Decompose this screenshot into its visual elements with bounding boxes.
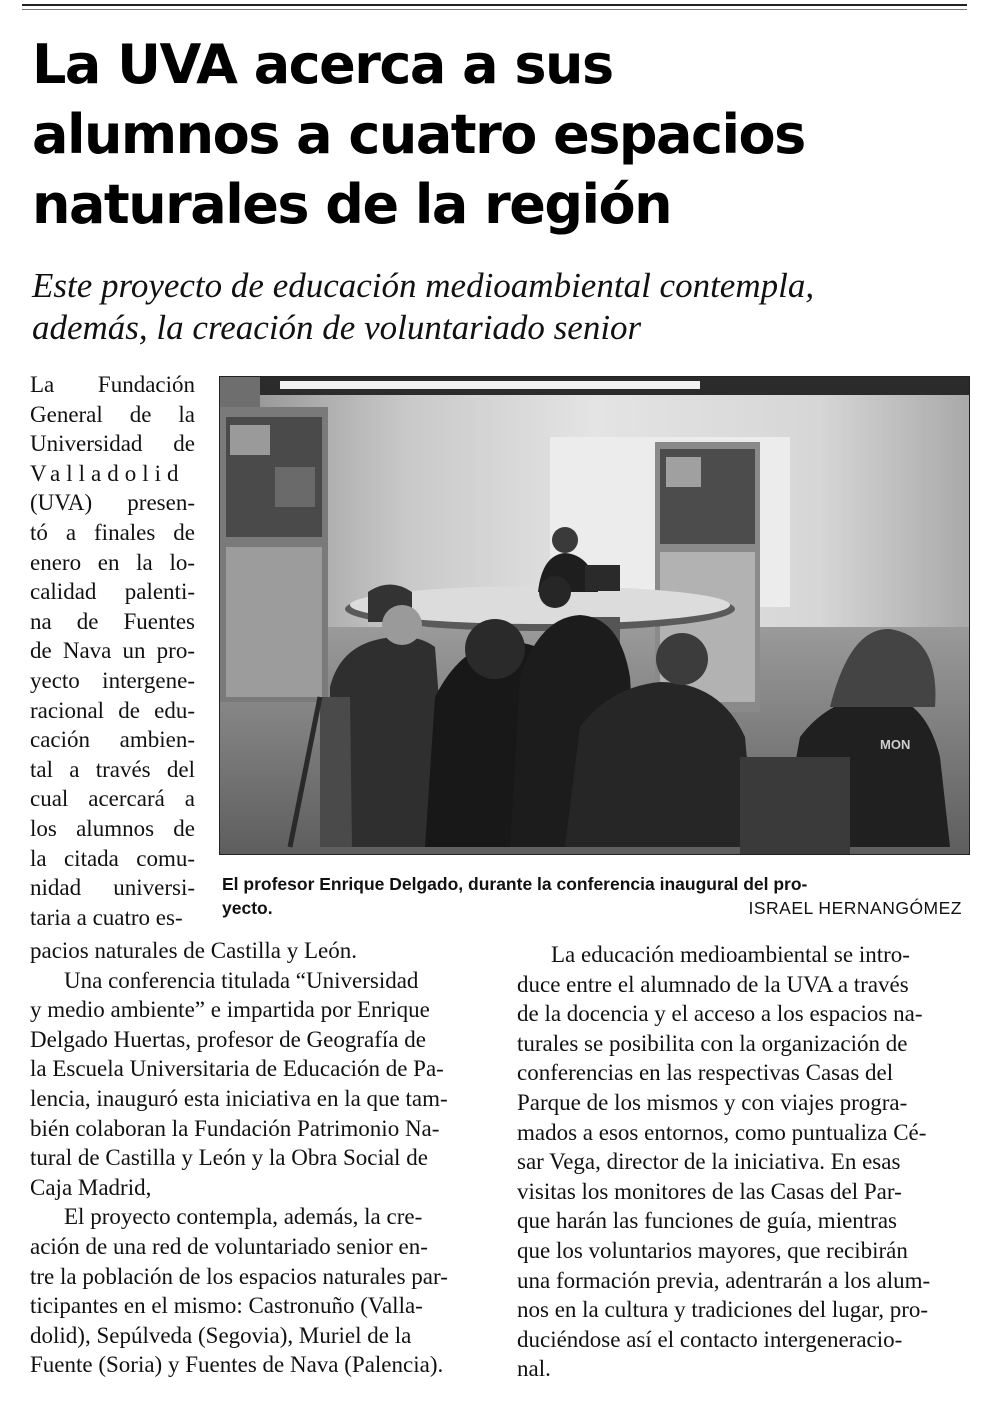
text-line: El proyecto contempla, además, la cre- xyxy=(64,1204,423,1230)
text-line: Universidad de xyxy=(30,431,195,457)
headline-line: La UVA acerca a sus xyxy=(32,33,613,96)
headline-line: alumnos a cuatro espacios xyxy=(32,103,805,166)
text-line: turales se posibilita con la organización de xyxy=(517,1030,908,1056)
text-line: General de la xyxy=(30,401,195,427)
text-line: tó a finales de xyxy=(30,519,195,545)
text-line: que los voluntarios mayores, que recibirán xyxy=(517,1237,908,1263)
text-line: la citada comu- xyxy=(30,845,195,871)
text-line: dolid), Sepúlveda (Segovia), Muriel de la xyxy=(30,1322,412,1348)
text-line: mados a esos entornos, como puntualiza Cé- xyxy=(517,1119,927,1145)
text-line: una formación previa, adentrarán a los alum- xyxy=(517,1267,931,1293)
text-line: ación de una red de voluntariado senior en- xyxy=(30,1233,428,1259)
text-line: y medio ambiente” e impartida por Enrique xyxy=(30,997,430,1023)
caption-line: yecto. xyxy=(222,898,273,918)
headline xyxy=(32,30,932,240)
text-line: pacios naturales de Castilla y León. xyxy=(30,938,358,963)
text-line: nidad universi- xyxy=(30,875,195,901)
text-line: La Fundación xyxy=(30,372,195,397)
headline-line: naturales de la región xyxy=(32,173,672,236)
text-line: Caja Madrid, xyxy=(30,1174,152,1200)
text-line: tre la población de los espacios naturales par- xyxy=(30,1263,448,1289)
text-line: que harán las funciones de guía, mientras xyxy=(517,1208,898,1234)
text-line: Valladolid xyxy=(30,460,185,486)
text-line: Delgado Huertas, profesor de Geografía de xyxy=(30,1026,426,1052)
text-line: duciéndose así el contacto intergeneracio- xyxy=(517,1326,903,1352)
photo-credit: ISRAEL HERNANGÓMEZ xyxy=(748,898,962,918)
text-line: yecto intergene- xyxy=(30,667,195,693)
text-line: tal a través del xyxy=(30,756,195,782)
text-line: nal. xyxy=(517,1356,551,1382)
top-rule-secondary xyxy=(22,9,967,10)
subheadline-line: Este proyecto de educación medioambiental contempla, xyxy=(32,266,815,305)
text-line: de Nava un pro- xyxy=(30,638,195,664)
text-line: la Escuela Universitaria de Educación de Pa- xyxy=(30,1056,444,1082)
text-line: nos en la cultura y tradiciones del lugar, pro- xyxy=(517,1297,929,1323)
text-line: Una conferencia titulada “Universidad xyxy=(64,967,419,993)
subheadline-line: además, la creación de voluntariado senior xyxy=(32,308,642,347)
conference-photo xyxy=(219,376,970,855)
text-line: visitas los monitores de las Casas del Par- xyxy=(517,1178,902,1204)
text-line: taria a cuatro es- xyxy=(30,904,183,930)
caption-line: El profesor Enrique Delgado, durante la conferencia inaugural del pro- xyxy=(222,874,808,894)
text-line: duce entre el alumnado de la UVA a través xyxy=(517,971,909,997)
text-line: lencia, inauguró esta iniciativa en la que tam- xyxy=(30,1085,448,1111)
text-line: calidad palenti- xyxy=(30,579,195,605)
text-line: cación ambien- xyxy=(30,727,195,753)
text-line: (UVA) presen- xyxy=(30,490,195,516)
text-line: bién colaboran la Fundación Patrimonio Na- xyxy=(30,1115,440,1141)
text-line: cual acercará a xyxy=(30,786,195,812)
text-line: na de Fuentes xyxy=(30,608,195,634)
text-line: los alumnos de xyxy=(30,815,195,841)
text-line: Fuente (Soria) y Fuentes de Nava (Palencia). xyxy=(30,1352,444,1378)
narrow-column xyxy=(30,370,195,932)
text-line: conferencias en las respectivas Casas del xyxy=(517,1060,894,1086)
top-rule xyxy=(22,4,967,6)
text-line: Parque de los mismos y con viajes progra- xyxy=(517,1089,908,1115)
text-line: de la docencia y el acceso a los espacios na- xyxy=(517,1001,923,1027)
text-line: tural de Castilla y León y la Obra Social de xyxy=(30,1145,428,1171)
text-line: La educación medioambiental se intro- xyxy=(551,942,910,967)
text-line: sar Vega, director de la iniciativa. En esas xyxy=(517,1149,901,1175)
text-line: racional de edu- xyxy=(30,697,195,723)
left-column xyxy=(30,936,478,1380)
right-column xyxy=(517,940,965,1384)
text-line: enero en la lo- xyxy=(30,549,195,575)
jacket-lettering: MON xyxy=(880,737,911,752)
subheadline xyxy=(32,265,932,349)
conference-photo-illustration xyxy=(220,377,969,854)
text-line: ticipantes en el mismo: Castronuño (Valla- xyxy=(30,1293,423,1319)
